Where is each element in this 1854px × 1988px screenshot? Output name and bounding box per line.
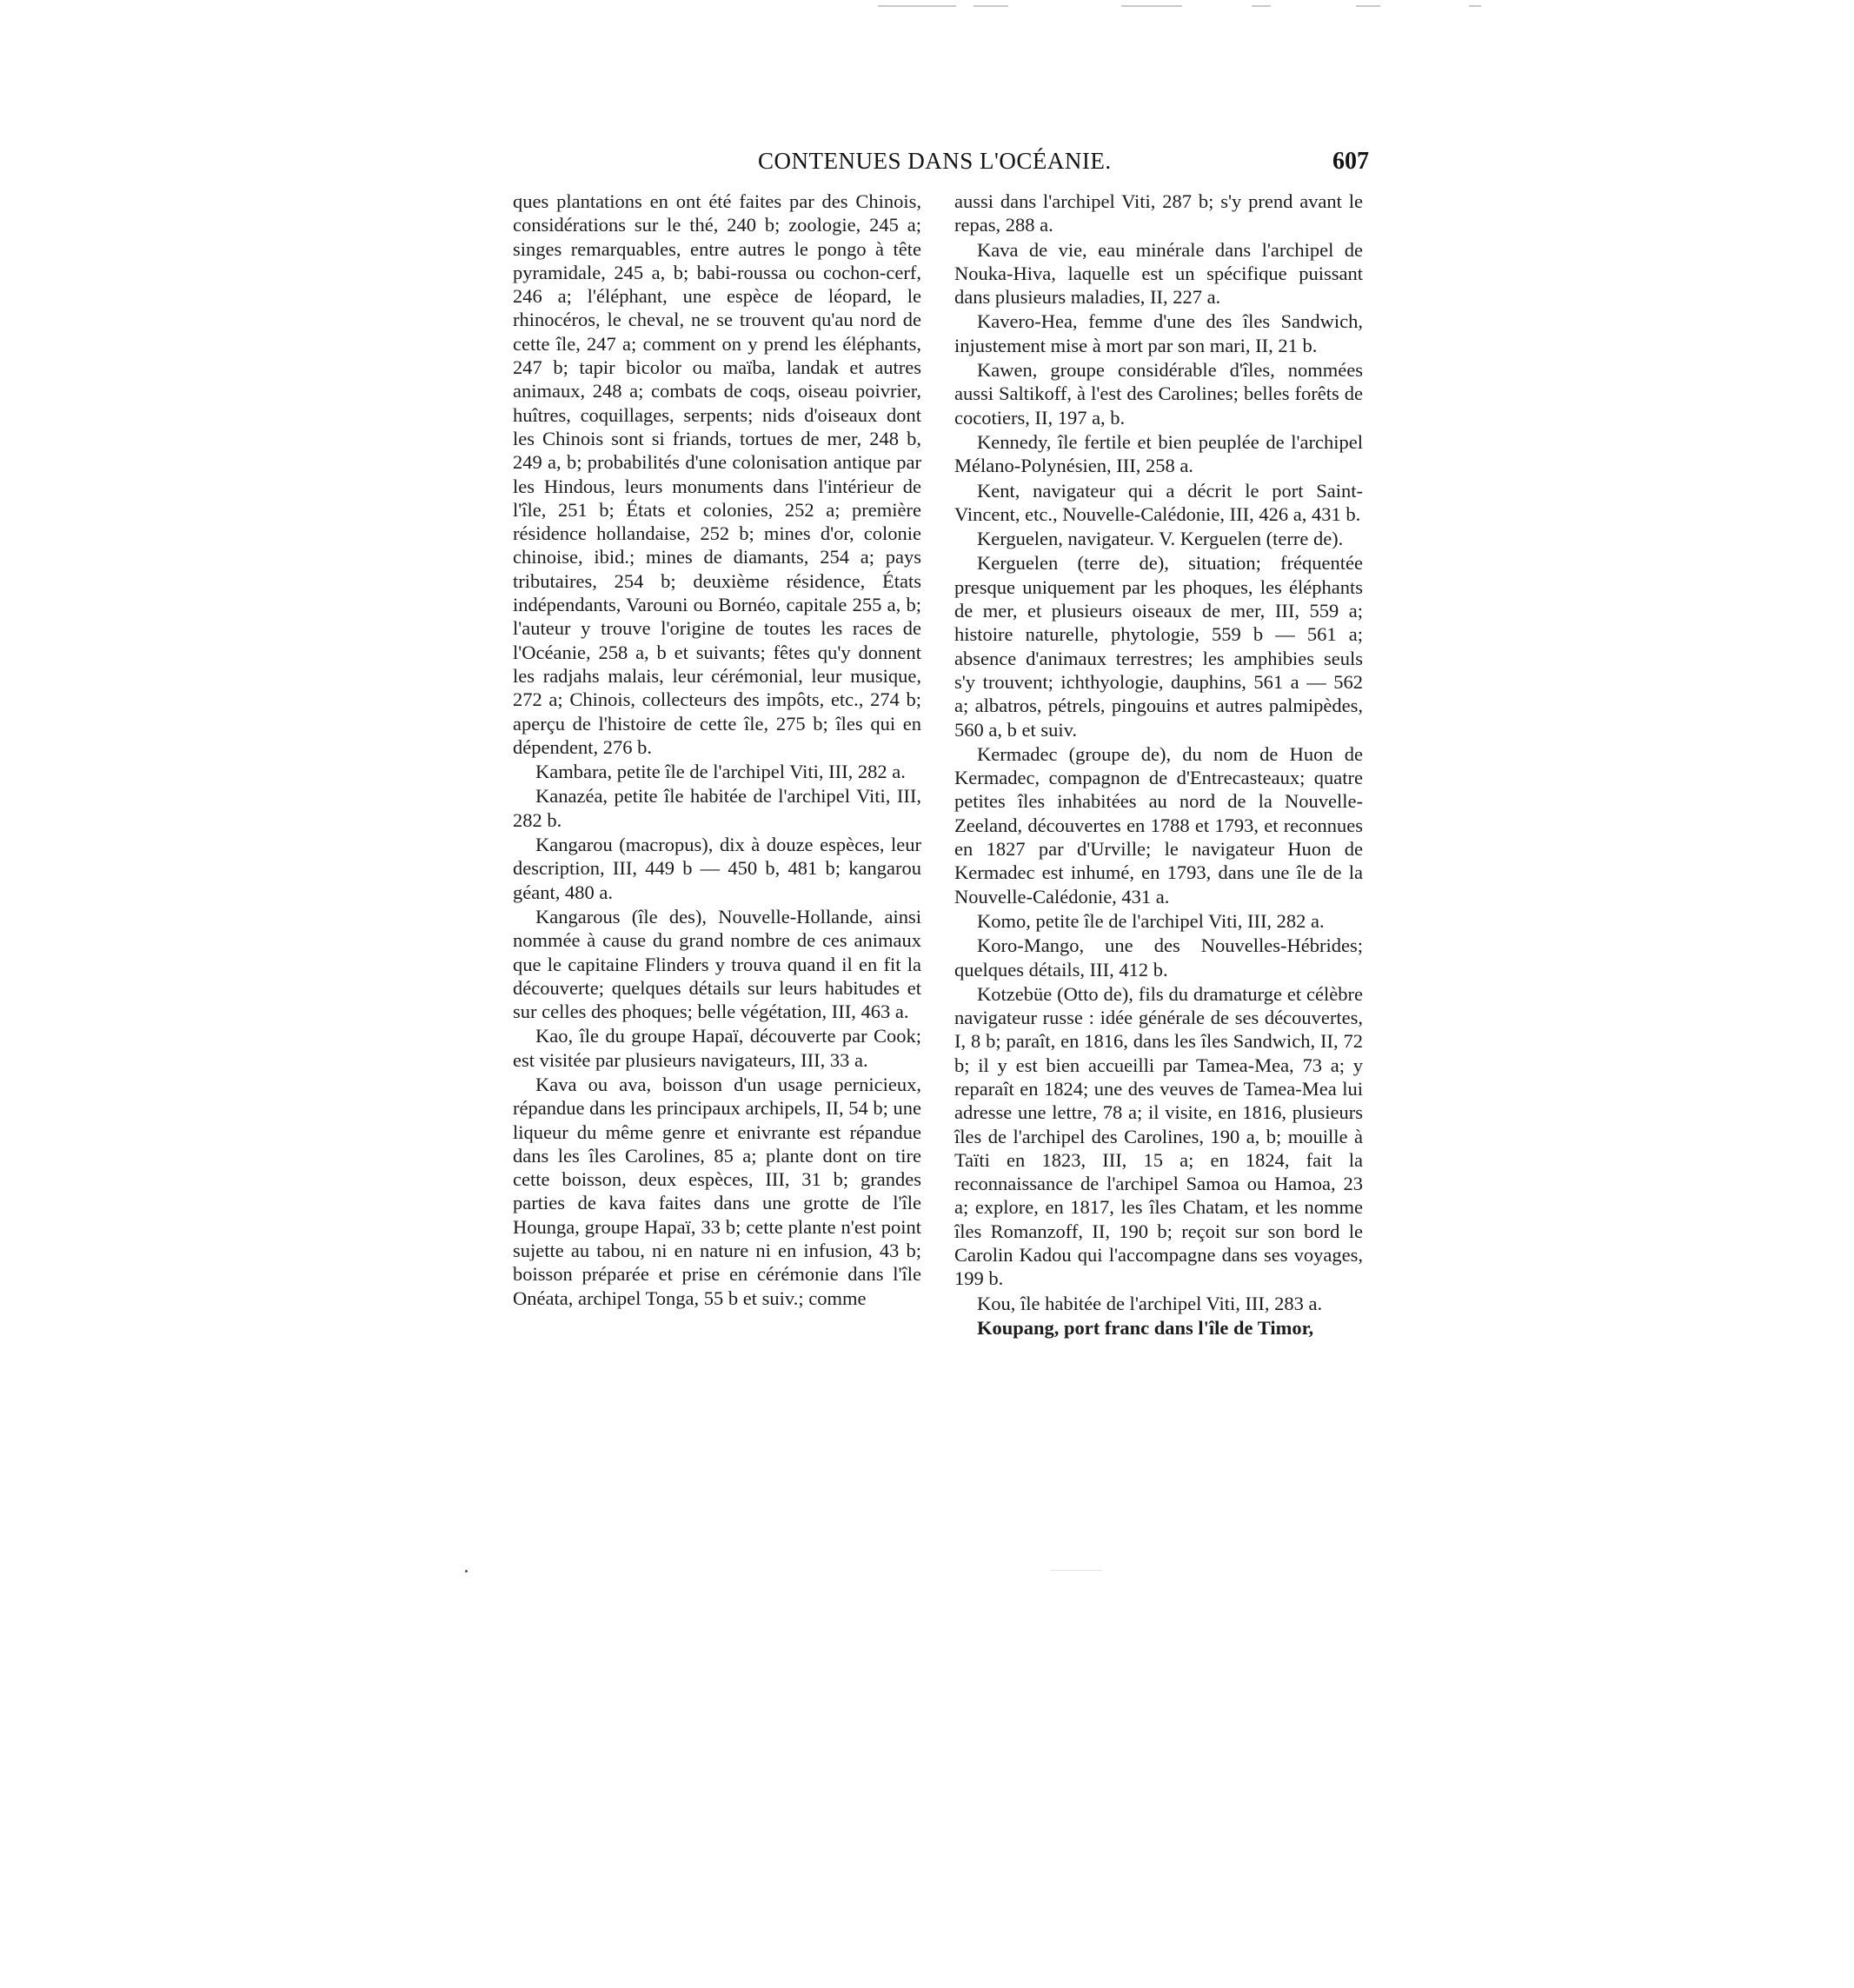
index-entry: Komo, petite île de l'archipel Viti, III, 282 a. — [977, 909, 1325, 932]
index-entry: Kawen, groupe considérable d'îles, nommées aussi Saltikoff, à l'est des Carolines; belles forêts de cocotiers, II, 197 a, b. — [954, 359, 1363, 429]
index-entry: Kermadec (groupe de), du nom de Huon de Kermadec, compagnon de d'Entrecasteaux; quatre petites îles inhabitées au nord de la Nouvelle-Zeeland, découvertes en 1788 et 1793, et reconnues en 1827 par d'Urville; le navigateur Huon de Kermadec est inhumé, en 1793, dans une île de la Nouvelle-Calédonie, 431 a. — [954, 742, 1363, 908]
index-entry: Kennedy, île fertile et bien peuplée de l'archipel Mélano-Polynésien, III, 258 a. — [954, 430, 1363, 477]
index-entry: Kavero-Hea, femme d'une des îles Sandwich, injustement mise à mort par son mari, II, 21 b. — [954, 310, 1363, 356]
page-title: CONTENUES DANS L'OCÉANIE. — [758, 148, 1112, 174]
index-entry: Kou, île habitée de l'archipel Viti, III, 283 a. — [977, 1292, 1323, 1314]
index-entry: Kava ou ava, boisson d'un usage pernicieux, répandue dans les principaux archipels, II, 54 b; une liqueur du même genre et enivrante est répandue dans les îles Carolines, 85 a; plante dont on tire cette boisson, deux espèces, III, 31 b; grandes parties de kava faites dans une grotte de l'île Hounga, groupe Hapaï, 33 b; cette plante n'est point sujette au tabou, ni en nature ni en infusion, 43 b; boisson préparée et prise en cérémonie dans l'île Onéata, archipel Tonga, 55 b et suiv.; comme — [513, 1073, 921, 1309]
left-column — [513, 189, 921, 1311]
index-entry: Kambara, petite île de l'archipel Viti, III, 282 a. — [535, 761, 906, 783]
index-entry: Kotzebüe (Otto de), fils du dramaturge et célèbre navigateur russe : idée générale de ses découvertes, I, 8 b; paraît, en 1816, dans les îles Sandwich, II, 72 b; il y est bien accueilli par Tamea-Mea, 73 a; y reparaît en 1824; une des veuves de Tamea-Mea lui adresse une lettre, 78 a; il visite, en 1816, plusieurs îles de l'archipel des Carolines, 190 a, b; mouille à Taïti en 1823, III, 15 a; en 1824, fait la reconnaissance de l'archipel Samoa ou Hamoa, 23 a; explore, en 1817, les îles Chatam, et les nomme îles Romanzoff, II, 190 b; reçoit sur son bord le Carolin Kadou qui l'accompagne dans ses voyages, 199 b. — [954, 982, 1363, 1290]
index-entry: Kao, île du groupe Hapaï, découverte par Cook; est visitée par plusieurs navigateurs, III, 33 a. — [513, 1025, 921, 1071]
index-entry: aussi dans l'archipel Viti, 287 b; s'y prend avant le repas, 288 a. — [954, 190, 1363, 236]
index-entry: Kava de vie, eau minérale dans l'archipel de Nouka-Hiva, laquelle est un spécifique puissant dans plusieurs maladies, II, 227 a. — [954, 238, 1363, 309]
book-page — [513, 146, 1369, 1572]
right-column — [954, 189, 1363, 1340]
index-entry: Kanazéa, petite île habitée de l'archipel Viti, III, 282 b. — [513, 785, 921, 831]
index-entry: Kent, navigateur qui a décrit le port Saint-Vincent, etc., Nouvelle-Calédonie, III, 426 a, 431 b. — [954, 479, 1363, 525]
scan-speck — [1050, 1570, 1102, 1571]
index-entry: Kerguelen, navigateur. V. Kerguelen (terre de). — [977, 528, 1344, 550]
page-number: 607 — [1332, 148, 1369, 175]
index-entry: Koupang, port franc dans l'île de Timor, — [977, 1316, 1314, 1339]
index-entry: Kangarou (macropus), dix à douze espèces, leur description, III, 449 b — 450 b, 481 b; kangarou géant, 480 a. — [513, 834, 921, 903]
index-entry: Kerguelen (terre de), situation; fréquentée presque uniquement par les phoques, les éléphants de mer, et plusieurs oiseaux de mer, III, 559 a; histoire naturelle, phytologie, 559 b — 561 a; absence d'animaux terrestres; les amphibies seuls s'y trouvent; ichthyologie, dauphins, 561 a — 562 a; albatros, pétrels, pingouins et autres palmipèdes, 560 a, b et suiv. — [954, 552, 1363, 741]
index-entry: Kangarous (île des), Nouvelle-Hollande, ainsi nommée à cause du grand nombre de ces animaux que le capitaine Flinders y trouva quand il en fit la découverte; quelques détails sur leurs habitudes et sur celles des phoques; belle végétation, III, 463 a. — [513, 905, 921, 1023]
scan-speck — [465, 1570, 468, 1572]
index-entry: ques plantations en ont été faites par des Chinois, considérations sur le thé, 240 b; zoologie, 245 a; singes remarquables, entre autres le pongo à tête pyramidale, 245 a, b; babi-roussa ou cochon-cerf, 246 a; l'éléphant, une espèce de léopard, le rhinocéros, le cheval, ne se trouvent qu'au nord de cette île, 247 a; comment on y prend les éléphants, 247 b; tapir bicolor ou maïba, landak et autres animaux, 248 a; combats de coqs, oiseau poivrier, huîtres, coquillages, serpents; nids d'oiseaux dont les Chinois sont si friands, tortues de mer, 248 b, 249 a, b; probabilités d'une colonisation antique par les Hindous, leurs monuments dans l'intérieur de l'île, 251 b; États et colonies, 252 a; première résidence hollandaise, 252 b; mines d'or, colonie chinoise, ibid.; mines de diamants, 254 a; pays tributaires, 254 b; deuxième résidence, États indépendants, Varouni ou Bornéo, capitale 255 a, b; l'auteur y trouve l'origine de toutes les races de l'Océanie, 258 a, b et suivants; fêtes qu'y donnent les radjahs malais, leur cérémonial, leur musique, 272 a; Chinois, collecteurs des impôts, etc., 274 b; aperçu de l'histoire de cette île, 275 b; îles qui en dépendent, 276 b. — [513, 190, 921, 758]
index-entry: Koro-Mango, une des Nouvelles-Hébrides; quelques détails, III, 412 b. — [954, 934, 1363, 981]
running-head — [513, 148, 1369, 186]
scan-edge-marks — [0, 5, 1854, 23]
